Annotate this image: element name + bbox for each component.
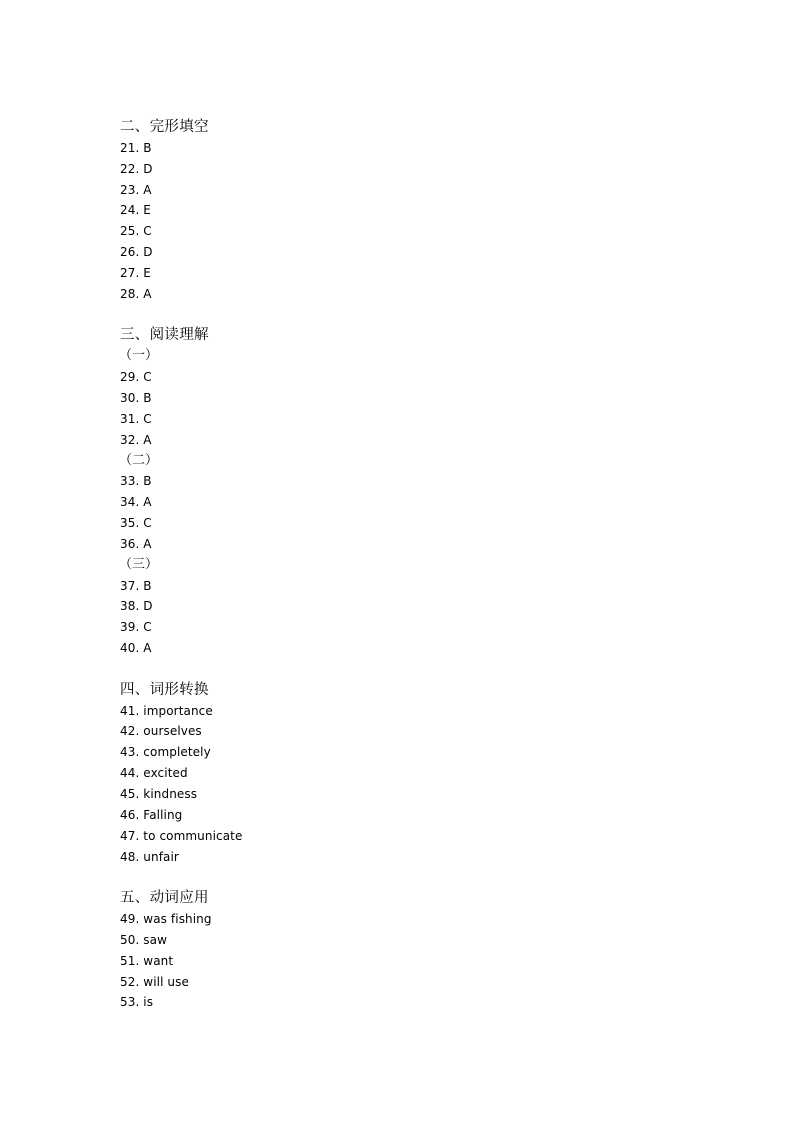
answer-item: 37. B xyxy=(120,578,152,593)
answer-item: 34. A xyxy=(120,495,152,510)
answer-item: 27. E xyxy=(120,265,151,280)
answer-item: 30. B xyxy=(120,390,152,405)
answer-item: 51. want xyxy=(120,953,174,968)
answer-item: 41. importance xyxy=(120,703,213,718)
answer-item: 23. A xyxy=(120,182,152,197)
answer-item: 28. A xyxy=(120,286,152,301)
section-title-reading: 三、阅读理解 xyxy=(120,327,209,344)
answer-item: 45. kindness xyxy=(120,787,198,801)
answer-item: 25. C xyxy=(120,224,152,239)
section-title-verb-usage: 五、动词应用 xyxy=(120,890,209,907)
answer-item: 32. A xyxy=(120,432,152,447)
section-title-word-forms: 四、词形转换 xyxy=(120,681,209,698)
answer-item: 46. Falling xyxy=(120,807,183,822)
section-title-cloze: 二、完形填空 xyxy=(120,119,209,135)
answer-item: 31. C xyxy=(120,411,152,426)
subsection-label: （一） xyxy=(119,348,159,364)
answer-item: 39. C xyxy=(120,620,152,635)
answer-item: 43. completely xyxy=(120,745,211,760)
section-spacer xyxy=(120,867,720,888)
section-spacer xyxy=(120,305,720,326)
answer-item: 50. saw xyxy=(120,932,168,947)
section-spacer xyxy=(120,659,720,680)
answer-item: 48. unfair xyxy=(120,849,179,864)
answer-item: 24. E xyxy=(120,203,151,218)
answer-key xyxy=(120,117,720,1013)
answer-item: 40. A xyxy=(120,641,152,656)
answer-item: 26. D xyxy=(120,245,153,260)
subsection-label: （二） xyxy=(119,452,159,468)
answer-item: 38. D xyxy=(120,599,153,614)
answer-item: 47. to communicate xyxy=(120,828,243,843)
answer-item: 29. C xyxy=(120,370,152,385)
answer-item: 53. is xyxy=(120,995,154,1010)
answer-item: 22. D xyxy=(120,161,153,176)
answer-item: 44. excited xyxy=(120,766,188,781)
subsection-label: （三） xyxy=(119,556,159,572)
answer-item: 52. will use xyxy=(120,974,189,989)
answer-item: 21. B xyxy=(120,140,152,155)
answer-item: 49. was fishing xyxy=(120,912,212,927)
answer-item: 42. ourselves xyxy=(120,724,202,739)
answer-item: 33. B xyxy=(120,474,152,489)
answer-item: 35. C xyxy=(120,516,152,531)
answer-item: 36. A xyxy=(120,536,152,551)
